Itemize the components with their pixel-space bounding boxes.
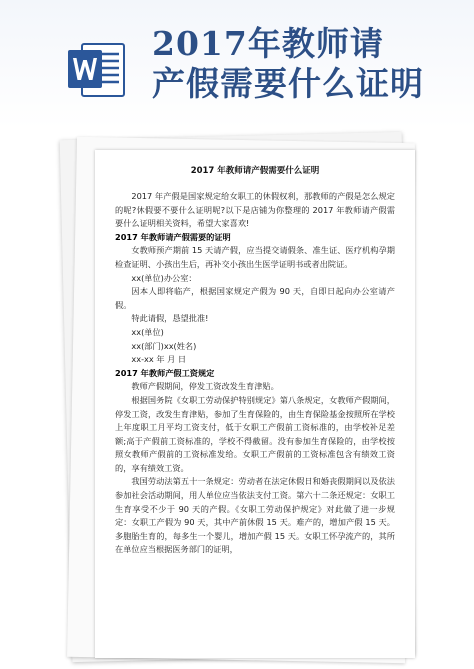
document-title: 2017 年教师请产假需要什么证明 [190, 166, 320, 176]
banner-title-line-2: 产假需要什么证明 [152, 64, 424, 103]
paragraph: xx-xx 年 月 日 [131, 354, 187, 365]
paragraph: 特此请假，恳望批准! [131, 313, 209, 324]
banner-title-line-1: 2017年教师请 [152, 24, 384, 63]
section-heading: 2017 年教师请产假需要的证明 [115, 231, 231, 242]
paragraph: xx(部门)xx(姓名) [131, 340, 197, 351]
paragraph: xx(单位) [131, 326, 164, 337]
paragraph: 因本人即将临产，根据国家规定产假为 90 天，自即日起向办公室请产假。 [115, 286, 395, 310]
banner-title [152, 24, 472, 104]
paragraph: 2017 年产假是国家规定给女职工的休假权利，那教师的产假是怎么规定的呢?休假要不要什么证明呢?以下是店铺为你整理的 2017 年教师请产假需要什么证明相关资料，希望大家喜欢! [115, 191, 395, 229]
banner [0, 0, 474, 128]
paragraph: 教师产假期间，停发工资改发生育津贴。 [131, 381, 279, 392]
document-page [95, 150, 415, 658]
paragraph: 我国劳动法第五十一条规定：劳动者在法定休假日和婚丧假期间以及依法参加社会活动期间，用人单位应当依法支付工资。第六十二条还规定：女职工生育享受不少于 90 天的产假。《女职工劳动保护规定》对此做了进一步规定：女职工产假为 90 天，其中产前休假 15 天。难产的，增加产假 15 天。多胞胎生育的，每多生一个婴儿，增加产假 15 天。女职工怀孕流产的，其所在单位应当根据医务部门的证明， [115, 476, 395, 555]
document-body [115, 190, 395, 557]
section-heading: 2017 年教师产假工资规定 [115, 367, 215, 378]
paragraph: 女教师预产期前 15 天请产假，应当提交请假条、准生证、医疗机构孕期检查证明、小孩出生后，再补交小孩出生医学证明书或者出院证。 [115, 245, 395, 269]
paragraph: 根据国务院《女职工劳动保护特别规定》第八条规定，女教师产假期间，停发工资，改发生育津贴，参加了生育保险的，由生育保险基金按照所在学校上年度职工月平均工资支付，低于女职工产假前工资标准的，由学校补足差额;高于产假前工资标准的，学校不得截留。没有参加生育保险的，由学校按照女教师产假前的工资标准发给。女职工产假前的工资标准包含有绩效工资的，享有绩效工资。 [115, 394, 395, 473]
paragraph: xx(单位)办公室： [131, 272, 197, 283]
word-document-icon [68, 38, 126, 100]
